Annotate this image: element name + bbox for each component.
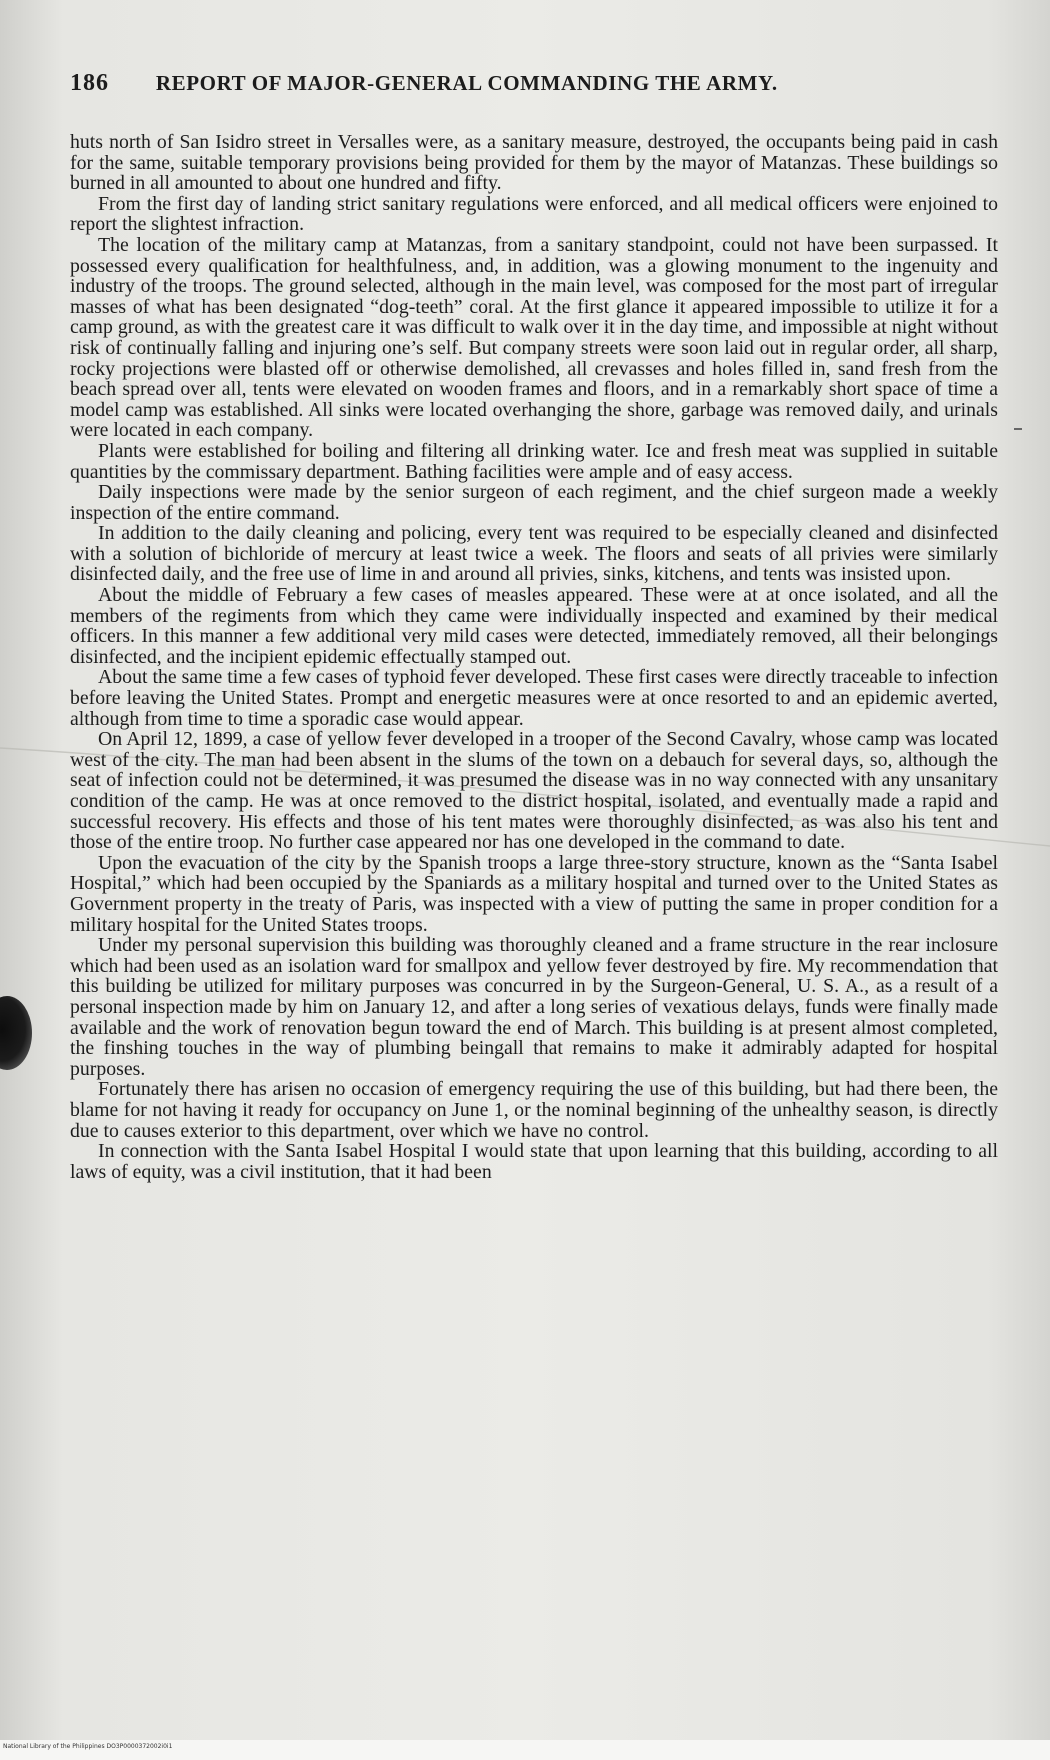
paragraph: In connection with the Santa Isabel Hospital I would state that upon learning that this building, according to all laws of equity, was a civil institution, that it had been bbox=[70, 1140, 998, 1183]
paragraph: In addition to the daily cleaning and policing, every tent was required to be especially cleaned and disinfected with a solution of bichloride of mercury at least twice a week. The floors and seats of all privies were similarly disinfected daily, and the free use of lime in and around all privies, sinks, kitchens, and tents was insisted upon. bbox=[70, 522, 998, 586]
paragraph: On April 12, 1899, a case of yellow fever developed in a trooper of the Second Cavalry, whose camp was located west of the city. The man had been absent in the slums of the town on a debauch for several days, so, although the seat of infection could not be determined, it was presumed the disease was in no way connected with any unsanitary condition of the camp. He was at once removed to the district hospital, isolated, and eventually made a rapid and successful recovery. His effects and those of his tent mates were thoroughly disinfected, as was also his tent and those of the entire troop. No further case appeared nor has one developed in the command to date. bbox=[70, 728, 998, 854]
document-page bbox=[70, 70, 998, 1650]
paragraph: The location of the military camp at Matanzas, from a sanitary standpoint, could not have been surpassed. It possessed every qualification for healthfulness, and, in addition, was a glowing monument to the ingenuity and industry of the troops. The ground selected, although in the main level, was composed for the most part of irregular masses of what has been designated “dog-teeth” coral. At the first glance it appeared impossible to utilize it for a camp ground, as with the greatest care it was difficult to walk over it in the day time, and impossible at night without risk of continually falling and injuring one’s self. But company streets were soon laid out in regular order, all sharp, rocky projections were blasted off or otherwise demolished, all crevasses and holes filled in, sand fresh from the beach spread over all, tents were elevated on wooden frames and floors, and in a remarkably short space of time a model camp was established. All sinks were located overhanging the shore, garbage was removed daily, and urinals were located in each company. bbox=[70, 233, 998, 442]
scan-credit: National Library of the Philippines DO3P0000372002i0i1 bbox=[3, 1743, 173, 1750]
paragraph: huts north of San Isidro street in Versalles were, as a sanitary measure, destroyed, the occupants being paid in cash for the same, suitable temporary provisions being provided for them by the mayor of Matanzas. These buildings so burned in all amounted to about one hundred and fifty. bbox=[70, 131, 998, 195]
page-header bbox=[70, 70, 998, 110]
page-number: 186 bbox=[70, 70, 109, 96]
paragraph: About the middle of February a few cases of measles appeared. These were at at once isolated, and all the members of the regiments from which they came were individually inspected and examined by their medical officers. In this manner a few additional very mild cases were detected, immediately removed, all their belongings disinfected, and the incipient epidemic effectually stamped out. bbox=[70, 584, 998, 668]
margin-mark bbox=[1014, 428, 1022, 430]
paragraph: From the first day of landing strict sanitary regulations were enforced, and all medical officers were enjoined to report the slightest infraction. bbox=[70, 192, 998, 236]
paragraph: About the same time a few cases of typhoid fever developed. These first cases were directly traceable to infection before leaving the United States. Prompt and energetic measures were at once resorted to and an epidemic averted, although from time to time a sporadic case would appear. bbox=[70, 666, 998, 730]
paragraph: Fortunately there has arisen no occasion of emergency requiring the use of this building, but had there been, the blame for not having it ready for occupancy on June 1, or the nominal beginning of the unhealthy season, is directly due to causes exterior to this department, over which we have no control. bbox=[70, 1078, 998, 1142]
body-text bbox=[70, 132, 998, 1182]
paragraph: Under my personal supervision this building was thoroughly cleaned and a frame structure in the rear inclosure which had been used as an isolation ward for smallpox and yellow fever destroyed by fire. My recommendation that this building be utilized for military purposes was concurred in by the Surgeon-General, U. S. A., as a result of a personal inspection made by him on January 12, and after a long series of vexatious delays, funds were finally made available and the work of renovation begun toward the end of March. This building is at present almost completed, the finshing touches in the way of plumbing beingall that remains to make it admirably adapted for hospital purposes. bbox=[70, 934, 998, 1080]
paragraph: Upon the evacuation of the city by the Spanish troops a large three-story structure, known as the “Santa Isabel Hospital,” which had been occupied by the Spaniards as a military hospital and turned over to the United States as Government property in the treaty of Paris, was inspected with a view of putting the same in proper condition for a military hospital for the United States troops. bbox=[70, 851, 998, 936]
paragraph: Plants were established for boiling and filtering all drinking water. Ice and fresh meat was supplied in suitable quantities by the commissary department. Bathing facilities were ample and of easy access. bbox=[70, 439, 998, 483]
paragraph: Daily inspections were made by the senior surgeon of each regiment, and the chief surgeon made a weekly inspection of the entire command. bbox=[70, 481, 998, 524]
running-title: REPORT OF MAJOR-GENERAL COMMANDING THE ARMY. bbox=[155, 71, 778, 95]
